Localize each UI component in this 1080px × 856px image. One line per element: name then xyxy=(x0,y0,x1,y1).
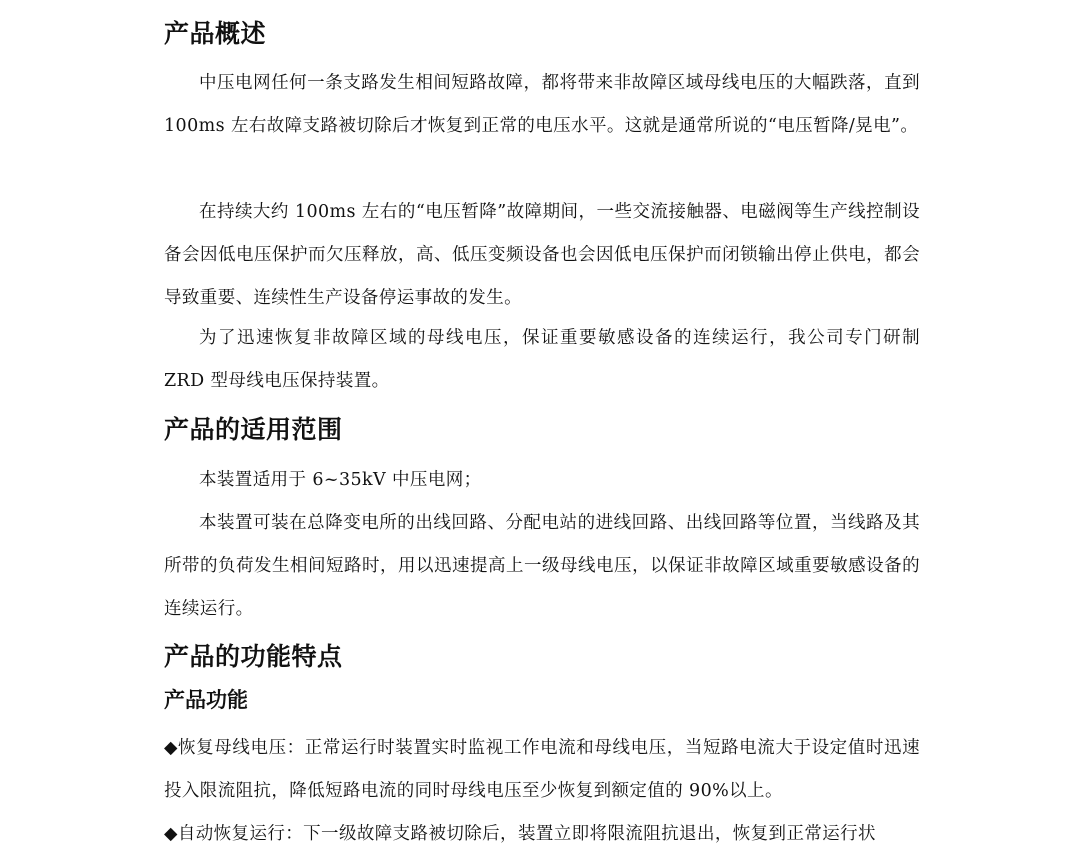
paragraph-overview-1: 中压电网任何一条支路发生相间短路故障，都将带来非故障区域母线电压的大幅跌落，直到 100ms 左右故障支路被切除后才恢复到正常的电压水平。这就是通常所说的“电压暂降/晃电”。 xyxy=(164,73,920,136)
paragraph-scope-1: 本装置适用于 6~35kV 中压电网； xyxy=(199,470,482,490)
paragraph-scope-2: 本装置可装在总降变电所的出线回路、分配电站的进线回路、出线回路等位置，当线路及其所带的负荷发生相间短路时，用以迅速提高上一级母线电压，以保证非故障区域重要敏感设备的连续运行。 xyxy=(164,513,920,619)
bullet-item-restore-voltage: ◆恢复母线电压：正常运行时装置实时监视工作电流和母线电压，当短路电流大于设定值时迅速投入限流阻抗，降低短路电流的同时母线电压至少恢复到额定值的 90%以上。 xyxy=(164,738,920,801)
section-heading-overview: 产品概述 xyxy=(164,19,267,48)
bullet-item-auto-recovery: ◆自动恢复运行：下一级故障支路被切除后，装置立即将限流阻抗退出，恢复到正常运行状 xyxy=(164,824,876,844)
section-heading-scope: 产品的适用范围 xyxy=(164,415,343,444)
section-heading-features: 产品的功能特点 xyxy=(164,642,343,671)
paragraph-overview-2: 在持续大约 100ms 左右的“电压暂降”故障期间，一些交流接触器、电磁阀等生产线控制设备会因低电压保护而欠压释放，高、低压变频设备也会因低电压保护而闭锁输出停止供电，都会导致重要、连续性生产设备停运事故的发生。 xyxy=(164,202,920,308)
subsection-heading-functions: 产品功能 xyxy=(164,688,248,712)
paragraph-overview-3: 为了迅速恢复非故障区域的母线电压，保证重要敏感设备的连续运行，我公司专门研制 ZRD 型母线电压保持装置。 xyxy=(164,328,920,391)
